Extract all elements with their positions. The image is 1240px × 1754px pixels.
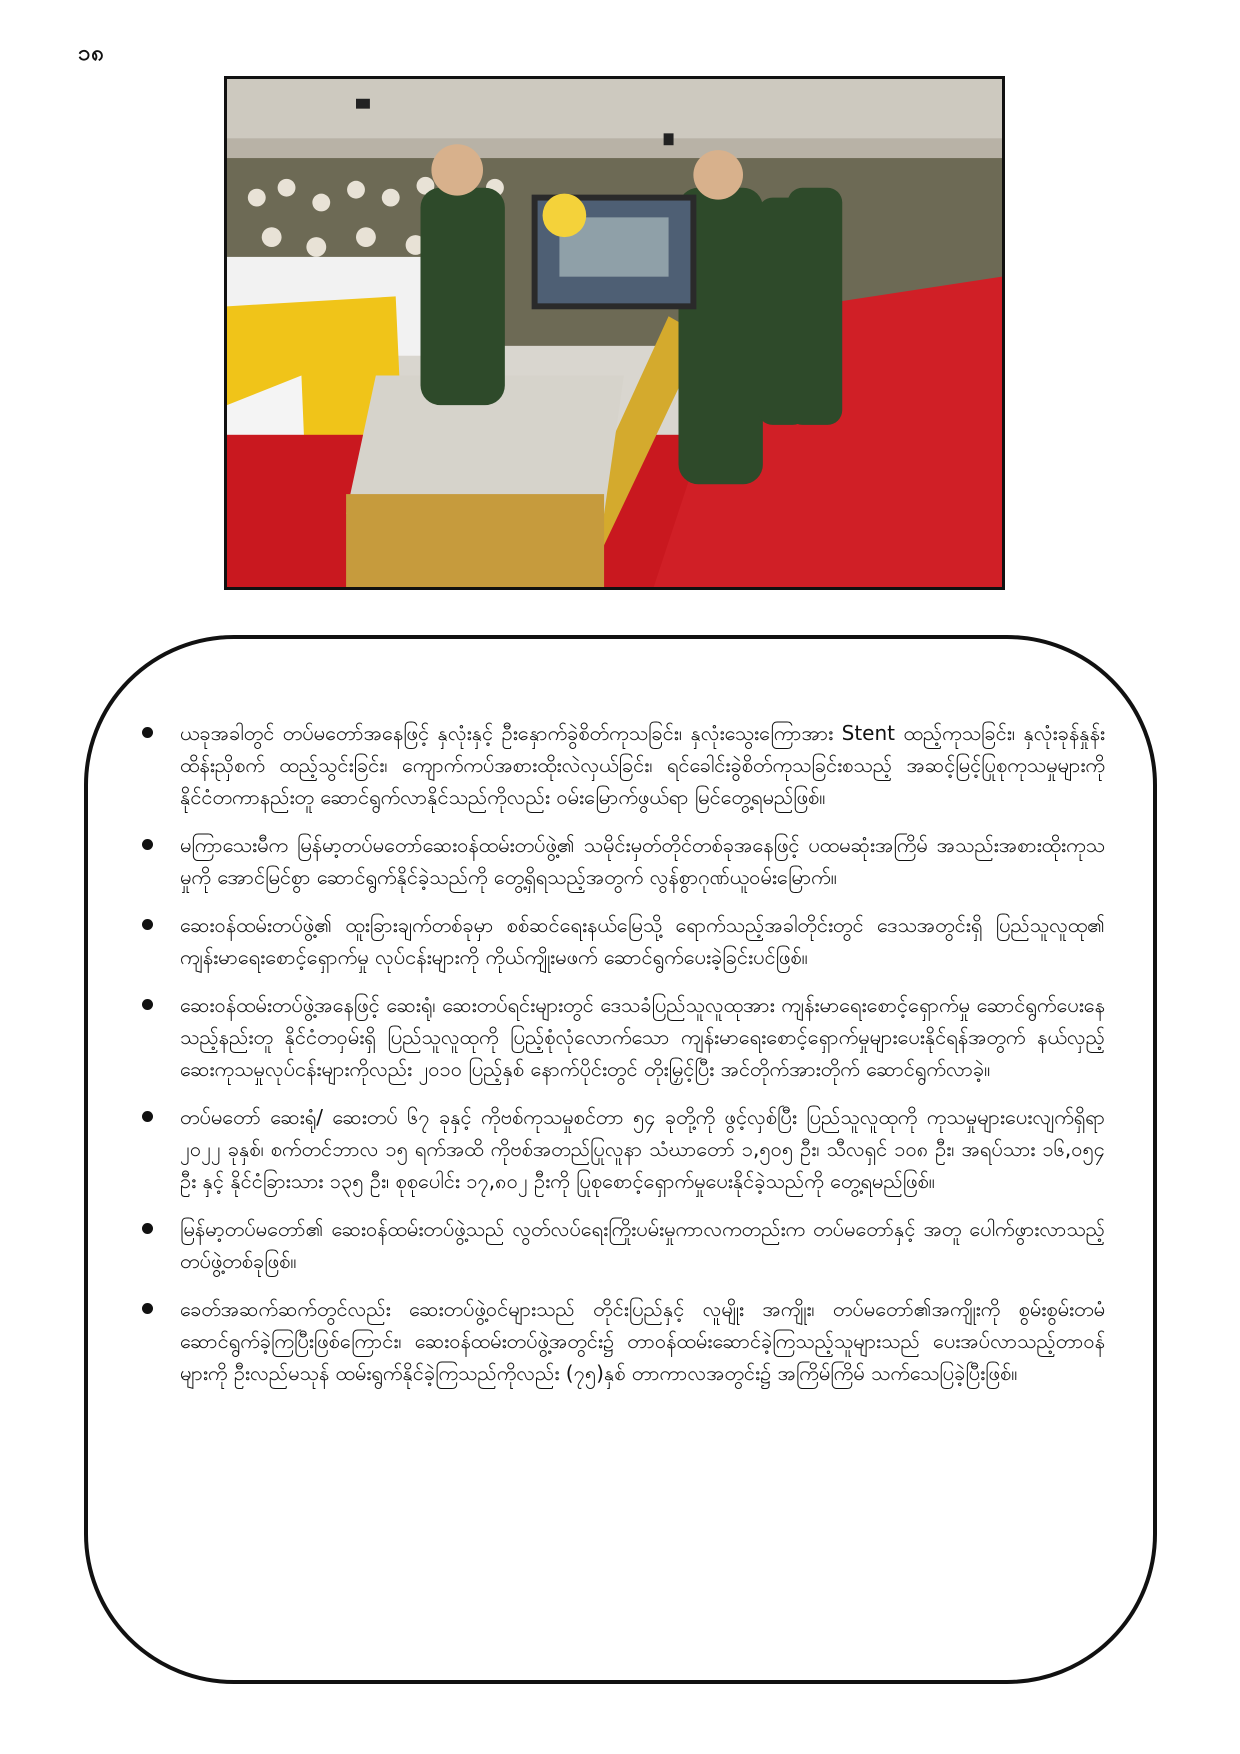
bullet-text: တပ်မတော် ဆေးရုံ/ ဆေးတပ် ၆၇ ခုနှင့် ကိုဗစ်ကုသမှုစင်တာ ၅၄ ခုတို့ကို ဖွင့်လှစ်ပြီး ပြည်သူလူထုကို ကုသမှုများပေးလျက်ရှိရာ ၂၀၂၂ ခုနှစ်၊ စက်တင်ဘာလ ၁၅ ရက်အထိ ကိုဗစ်အတည်ပြုလူနာ သံဃာတော် ၁,၅၀၅ ဦး၊ သီလရှင် ၁၀၈ ဦး၊ အရပ်သား ၁၆,၀၅၄ ဦး နှင့် နိုင်ငံခြားသား ၁၃၅ ဦး၊ စုစုပေါင်း ၁၇,၈၀၂ ဦးကို ပြုစုစောင့်ရှောက်မှုပေးနိုင်ခဲ့သည်ကို တွေ့ရမည်ဖြစ်။ xyxy=(180,1105,1105,1193)
bullet-item xyxy=(136,1213,1105,1277)
page-number: ၁၈ xyxy=(78,41,105,66)
text-panel xyxy=(84,635,1157,1684)
bullet-item xyxy=(136,1293,1105,1389)
bullet-item xyxy=(136,717,1105,813)
ceremony-photo-illustration xyxy=(227,79,1002,587)
bullet-text: မကြာသေးမီက မြန်မာ့တပ်မတော်ဆေးဝန်ထမ်းတပ်ဖွဲ့၏ သမိုင်းမှတ်တိုင်တစ်ခုအနေဖြင့် ပထမဆုံးအကြိမ် အသည်းအစားထိုးကုသမှုကို အောင်မြင်စွာ ဆောင်ရွက်နိုင်ခဲ့သည်ကို တွေ့ရှိရသည့်အတွက် လွန်စွာဂုဏ်ယူဝမ်းမြောက်။ xyxy=(180,833,1105,889)
bullet-item xyxy=(136,829,1105,893)
bullet-text: ဆေးဝန်ထမ်းတပ်ဖွဲ့၏ ထူးခြားချက်တစ်ခုမှာ စစ်ဆင်ရေးနယ်မြေသို့ ရောက်သည့်အခါတိုင်းတွင် ဒေသအတွင်းရှိ ပြည်သူလူထု၏ ကျန်းမာရေးစောင့်ရှောက်မှု လုပ်ငန်းများကို ကိုယ်ကျိုးမဖက် ဆောင်ရွက်ပေးခဲ့ခြင်းပင်ဖြစ်။ xyxy=(180,913,1105,969)
bullet-item xyxy=(136,909,1105,973)
bullet-dot-icon xyxy=(142,839,153,850)
bullet-text: မြန်မာ့တပ်မတော်၏ ဆေးဝန်ထမ်းတပ်ဖွဲ့သည် လွတ်လပ်ရေးကြိုးပမ်းမှုကာလကတည်းက တပ်မတော်နှင့် အတူ ပေါက်ဖွားလာသည့် တပ်ဖွဲ့တစ်ခုဖြစ်။ xyxy=(180,1217,1105,1273)
bullet-text: ယခုအခါတွင် တပ်မတော်အနေဖြင့် နှလုံးနှင့် ဦးနှောက်ခွဲစိတ်ကုသခြင်း၊ နှလုံးသွေးကြောအား Stent ထည့်ကုသခြင်း၊ နှလုံးခုန်နှုန်းထိန်းညှိစက် ထည့်သွင်းခြင်း၊ ကျောက်ကပ်အစားထိုးလဲလှယ်ခြင်း၊ ရင်ခေါင်းခွဲစိတ်ကုသခြင်းစသည့် အဆင့်မြင့်ပြုစုကုသမှုများကို နိုင်ငံတကာနည်းတူ ဆောင်ရွက်လာနိုင်သည်ကိုလည်း ဝမ်းမြောက်ဖွယ်ရာ မြင်တွေ့ရမည်ဖြစ်။ xyxy=(180,721,1105,809)
bullet-text: ခေတ်အဆက်ဆက်တွင်လည်း ဆေးတပ်ဖွဲ့ဝင်များသည် တိုင်းပြည်နှင့် လူမျိုး အကျိုး၊ တပ်မတော်၏အကျိုးကို စွမ်းစွမ်းတမံ ဆောင်ရွက်ခဲ့ကြပြီးဖြစ်ကြောင်း၊ ဆေးဝန်ထမ်းတပ်ဖွဲ့အတွင်း၌ တာဝန်ထမ်းဆောင်ခဲ့ကြသည့်သူများသည် ပေးအပ်လာသည့်တာဝန်များကို ဦးလည်မသုန် ထမ်းရွက်နိုင်ခဲ့ကြသည်ကိုလည်း (၇၅)နှစ် တာကာလအတွင်း၌ အကြိမ်ကြိမ် သက်သေပြခဲ့ပြီးဖြစ်။ xyxy=(180,1297,1105,1385)
ceremony-photo xyxy=(224,76,1005,590)
bullet-dot-icon xyxy=(142,1303,153,1314)
bullet-text: ဆေးဝန်ထမ်းတပ်ဖွဲ့အနေဖြင့် ဆေးရုံ၊ ဆေးတပ်ရင်းများတွင် ဒေသခံပြည်သူလူထုအား ကျန်းမာရေးစောင့်ရှောက်မှု ဆောင်ရွက်ပေးနေသည့်နည်းတူ နိုင်ငံတဝှမ်းရှိ ပြည်သူလူထုကို ပြည့်စုံလုံလောက်သော ကျန်းမာရေးစောင့်ရှောက်မှုများပေးနိုင်ရန်အတွက် နယ်လှည့်ဆေးကုသမှုလုပ်ငန်းများကိုလည်း ၂၀၁၀ ပြည့်နှစ် နောက်ပိုင်းတွင် တိုးမြှင့်ပြီး အင်တိုက်အားတိုက် ဆောင်ရွက်လာခဲ့။ xyxy=(180,993,1105,1081)
bullet-dot-icon xyxy=(142,1223,153,1234)
bullet-dot-icon xyxy=(142,1111,153,1122)
bullet-list xyxy=(136,717,1105,1405)
bullet-item xyxy=(136,1101,1105,1197)
bullet-item xyxy=(136,989,1105,1085)
bullet-dot-icon xyxy=(142,919,153,930)
bullet-dot-icon xyxy=(142,999,153,1010)
bullet-dot-icon xyxy=(142,727,153,738)
